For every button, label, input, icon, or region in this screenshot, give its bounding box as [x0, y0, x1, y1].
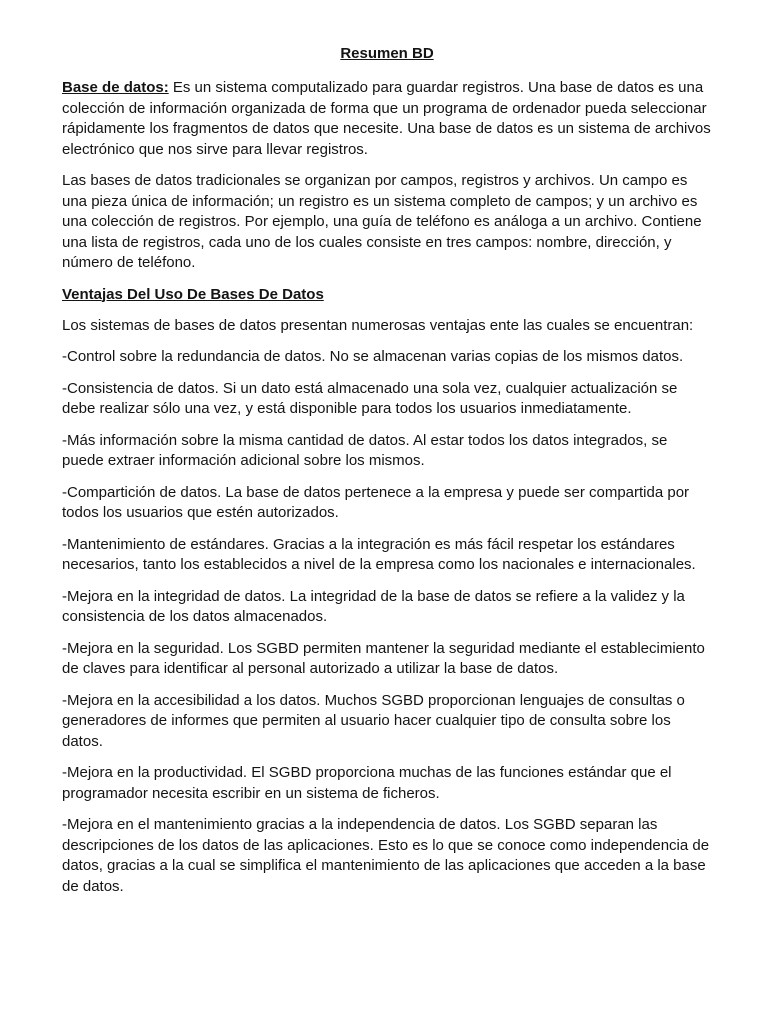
- document-title: Resumen BD: [340, 45, 434, 62]
- fields-records-paragraph: Las bases de datos tradicionales se organizan por campos, registros y archivos. Un campo es una pieza única de información; un registro es un sistema completo de campos; y un archivo es una colección de registros. Por ejemplo, una guía de teléfono es análoga a un archivo. Contiene una lista de registros, cada uno de los cuales consiste en tres campos: nombre, dirección, y número de teléfono.: [62, 172, 702, 271]
- intro-paragraph: [62, 78, 712, 160]
- advantage-item: -Compartición de datos. La base de datos pertenece a la empresa y puede ser compartida por todos los usuarios que estén autorizados.: [62, 483, 690, 521]
- advantage-item: -Mantenimiento de estándares. Gracias a la integración es más fácil respetar los estándares necesarios, tanto los establecidos a nivel de la empresa como los nacionales e internacionales.: [62, 535, 696, 573]
- advantage-item: -Mejora en la integridad de datos. La integridad de la base de datos se refiere a la validez y la consistencia de los datos almacenados.: [62, 587, 685, 625]
- advantage-item: -Mejora en el mantenimiento gracias a la independencia de datos. Los SGBD separan las descripciones de los datos de las aplicaciones. Esto es lo que se conoce como independencia de datos, gracias a la cual se simplifica el mantenimiento de las aplicaciones que acceden a la base de datos.: [62, 816, 710, 895]
- advantage-item: -Mejora en la productividad. El SGBD proporciona muchas de las funciones estándar que el programador necesita escribir en un sistema de ficheros.: [62, 764, 672, 802]
- advantage-item: -Consistencia de datos. Si un dato está almacenado una sola vez, cualquier actualización se debe realizar sólo una vez, y está disponible para todos los usuarios inmediatamente.: [62, 379, 678, 417]
- document-page: [62, 44, 712, 908]
- intro-term: Base de datos:: [62, 79, 169, 96]
- section-heading: Ventajas Del Uso De Bases De Datos: [62, 285, 324, 303]
- intro-text: Es un sistema computalizado para guardar registros. Una base de datos es una colección de información organizada de forma que un programa de ordenador pueda seleccionar rápidamente los fragmentos de datos que necesite. Una base de datos es un sistema de archivos electrónico que nos sirve para llevar registros.: [62, 79, 711, 158]
- advantage-item: -Mejora en la seguridad. Los SGBD permiten mantener la seguridad mediante el establecimiento de claves para identificar al personal autorizado a utilizar la base de datos.: [62, 639, 705, 677]
- section-intro: Los sistemas de bases de datos presentan numerosas ventajas ente las cuales se encuentran:: [62, 316, 694, 334]
- advantage-item: -Control sobre la redundancia de datos. No se almacenan varias copias de los mismos datos.: [62, 348, 684, 365]
- advantage-item: -Más información sobre la misma cantidad de datos. Al estar todos los datos integrados, se puede extraer información adicional sobre los mismos.: [62, 431, 668, 469]
- advantage-item: -Mejora en la accesibilidad a los datos. Muchos SGBD proporcionan lenguajes de consultas o generadores de informes que permiten al usuario hacer cualquier tipo de consulta sobre los datos.: [62, 691, 685, 750]
